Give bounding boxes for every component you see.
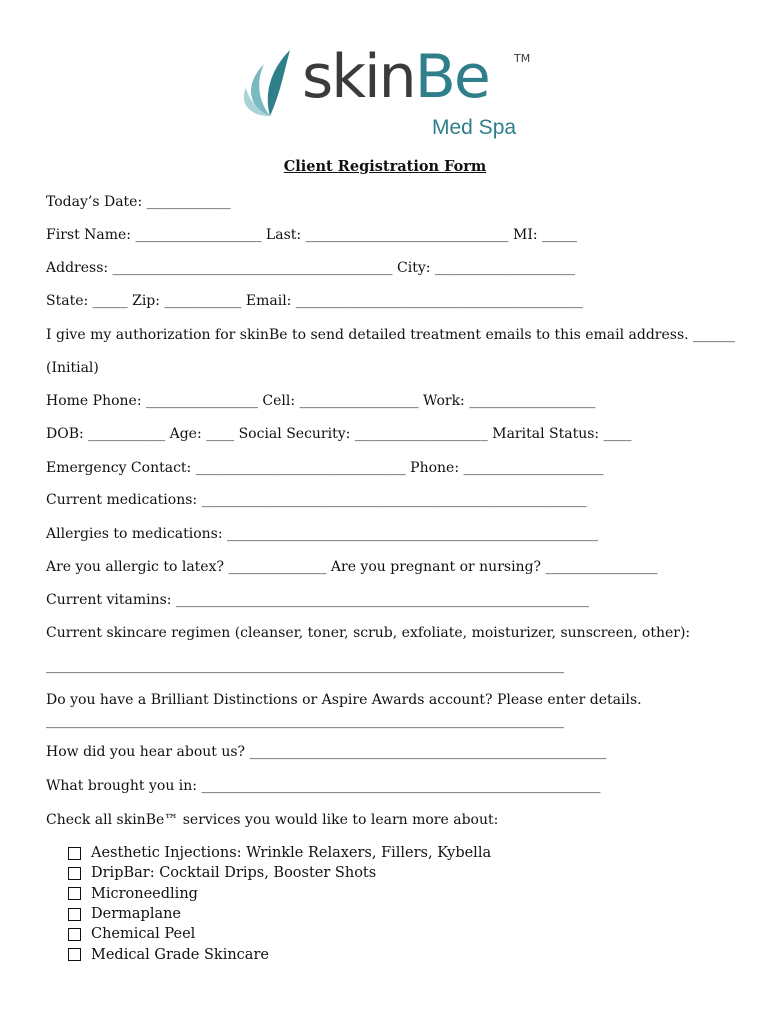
latex-pregnant-row[interactable]: Are you allergic to latex? ______________ Are you pregnant or nursing? ________________ (46, 559, 658, 575)
trademark-mark: TM (514, 52, 531, 65)
phone-fields-row[interactable]: Home Phone: ________________ Cell: _________________ Work: __________________ (46, 393, 596, 409)
checkbox[interactable] (68, 867, 81, 880)
service-option[interactable] (68, 863, 491, 883)
email-authorization-line[interactable]: I give my authorization for skinBe to send detailed treatment emails to this email address. ______ (46, 327, 736, 343)
visit-reason-field[interactable]: What brought you in: _________________________________________________________ (46, 778, 601, 794)
allergies-field[interactable]: Allergies to medications: _____________________________________________________ (46, 526, 598, 542)
current-medications-field[interactable]: Current medications: _______________________________________________________ (46, 492, 587, 508)
dob-age-ssn-marital-row[interactable]: DOB: ___________ Age: ____ Social Security: ___________________ Marital Status: ____ (46, 426, 632, 442)
service-option[interactable] (68, 884, 491, 904)
service-option[interactable] (68, 904, 491, 924)
checkbox[interactable] (68, 887, 81, 900)
checkbox[interactable] (68, 908, 81, 921)
brand-subtitle: Med Spa (432, 116, 517, 139)
brand-wordmark (302, 42, 489, 112)
service-option[interactable] (68, 944, 491, 964)
checkbox[interactable] (68, 948, 81, 961)
service-option[interactable] (68, 843, 491, 863)
address-city-row[interactable]: Address: ________________________________________ City: ____________________ (46, 260, 575, 276)
service-label: Dermaplane (91, 906, 182, 923)
skincare-regimen-field[interactable]: __________________________________________________________________________ (46, 658, 564, 674)
service-label: DripBar: Cocktail Drips, Booster Shots (91, 865, 377, 882)
todays-date-field[interactable]: Today’s Date: ____________ (46, 194, 231, 210)
checkbox[interactable] (68, 847, 81, 860)
form-title: Client Registration Form (283, 158, 487, 175)
rewards-account-label: Do you have a Brilliant Distinctions or Aspire Awards account? Please enter details. (46, 692, 642, 708)
emergency-contact-row[interactable]: Emergency Contact: ______________________________ Phone: ____________________ (46, 460, 604, 476)
service-option[interactable] (68, 924, 491, 944)
brand-name-part1: skin (302, 42, 415, 112)
name-fields-row[interactable]: First Name: __________________ Last: _____________________________ MI: _____ (46, 227, 578, 243)
service-label: Aesthetic Injections: Wrinkle Relaxers, Fillers, Kybella (91, 845, 492, 862)
state-zip-email-row[interactable]: State: _____ Zip: ___________ Email: _________________________________________ (46, 293, 583, 309)
services-checklist (68, 843, 491, 965)
leaf-icon (240, 46, 298, 118)
brand-name-part2: Be (414, 42, 489, 112)
service-label: Microneedling (91, 885, 198, 902)
rewards-account-field[interactable]: __________________________________________________________________________ (46, 713, 564, 729)
logo (240, 40, 540, 145)
initial-label: (Initial) (46, 360, 99, 376)
service-label: Medical Grade Skincare (91, 946, 269, 963)
skincare-regimen-label: Current skincare regimen (cleanser, toner, scrub, exfoliate, moisturizer, sunscreen, other): (46, 625, 691, 641)
current-vitamins-field[interactable]: Current vitamins: ___________________________________________________________ (46, 592, 589, 608)
checkbox[interactable] (68, 928, 81, 941)
referral-source-field[interactable]: How did you hear about us? ___________________________________________________ (46, 744, 607, 760)
services-instruction: Check all skinBe™ services you would like to learn more about: (46, 812, 499, 828)
service-label: Chemical Peel (91, 926, 196, 943)
